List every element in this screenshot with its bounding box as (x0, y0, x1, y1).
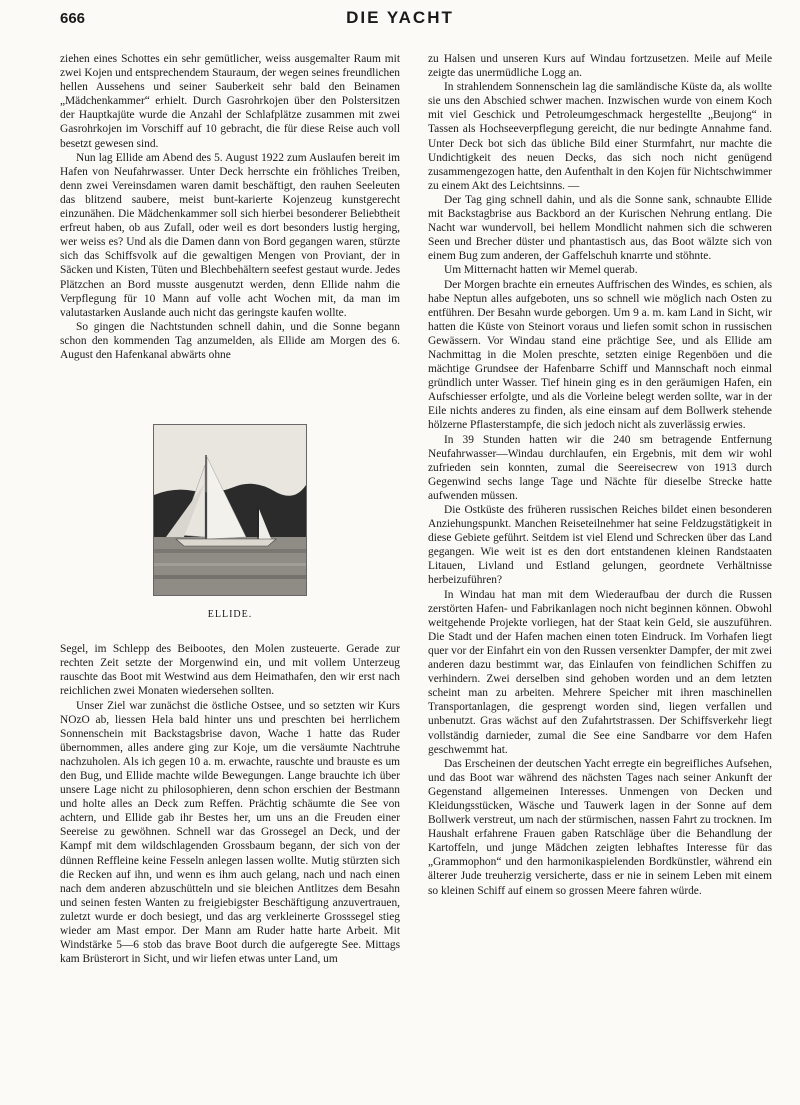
paragraph: In 39 Stunden hatten wir die 240 sm betragende Entfernung Neufahrwasser—Windau durchlaufen, ein Ergebnis, mit dem wir wohl zufrieden sein konnten, zumal die Seereisecrew von 1913 durch Gegenwind sechs lange Tage und Nächte für dieselbe Strecke hatte aufwenden müssen. (428, 433, 772, 502)
paragraph: So gingen die Nachtstunden schnell dahin, und die Sonne begann schon den kommenden Tag anzumelden, als Ellide am Morgen des 6. August den Hafenkanal abwärts ohne (60, 320, 400, 361)
paragraph: In strahlendem Sonnenschein lag die samländische Küste da, als wollte sie uns den Abschied schwer machen. Inzwischen wurde von einem Koch mit viel Geschick und Petroleumgeschmack hergestellte „Beujong“ in Tassen als Hochseeverpflegung gereicht, die nur bedingte Annahme fand. Unter Deck bot sich das übliche Bild einer Sturmfahrt, nur machte die Undichtigkeit des neuen Decks, das sich noch nicht genügend zusammengezogen hatte, den Aufenthalt in den Kojen für Nichtschwimmer zu einem Akt des Leichtsinns. — (428, 81, 772, 192)
paragraph: Der Morgen brachte ein erneutes Auffrischen des Windes, es schien, als habe Neptun alles aufgeboten, uns so schnell wie möglich nach Osten zu entführen. Der Besahn wurde geborgen. Um 9 a. m. kam Land in Sicht, wir hatten die Küste von Steinort voraus und liefen somit schon in russischen Gewässern. Vor Windau stand eine prächtige See, und als Ellide am Nachmittag in die Molen preschte, setzten einige Regenböen und die mächtige Grundsee der Hafenbarre Schiff und Mannschaft noch einmal gründlich unter Wasser. Tief hinein ging es in den geräumigen Hafen, ein Aufschiesser erfolgte, und als die Vorleine belegt werden sollte, war in der Eile nichts anderes zu finden, als eine einsam auf dem Bollwerk stehende hölzerne Pflasterstampfe, die sich jedoch nicht als zuverlässig erwies. (428, 278, 772, 432)
figure (60, 424, 400, 622)
left-column (60, 52, 400, 966)
paragraph: Das Erscheinen der deutschen Yacht erregte ein begreifliches Aufsehen, und das Boot war während des nächsten Tages nach seiner Ankunft der Gegenstand allgemeinen Interesses. Unmengen von Decken und Kleidungsstücken, Wäsche und Tauwerk lagen in der Sonne auf dem Bollwerk verstreut, um nach der stürmischen, nassen Fahrt zu trocknen. Im Haushalt erfahrene Frauen gaben Ratschläge über die Behandlung der Kartoffeln, und junge Mädchen zeigten lebhaftes Interesse für das „Grammophon“ und den harmonikaspielenden Bordkünstler, während ein älterer Jude treuherzig versicherte, dass er nie in seinem Leben mit einem so kleinen Schiff auf einem so grossen Meere fahren würde. (428, 757, 772, 897)
paragraph: Der Tag ging schnell dahin, und als die Sonne sank, schnaubte Ellide mit Backstagbrise aus Backbord an der Kurischen Nehrung entlang. Die Nacht war wundervoll, bei hellem Mondlicht nahmen sich die schweren Seen und Brecher düster und phantastisch aus, das Boot wälzte sich von einem Bug zum anderen, der Gaffelschuh knarrte und stöhnte. (428, 193, 772, 263)
page-number: 666 (60, 10, 86, 27)
paragraph: Segel, im Schlepp des Beibootes, den Molen zusteuerte. Gerade zur rechten Zeit setzte der Morgenwind ein, und mit vollem Unterzeug rauschte das Boot mit Westwind aus dem Heimathafen, den wir erst nach reichlichen zwei Monaten wiedersehen sollten. (60, 643, 400, 698)
paragraph: Die Ostküste des früheren russischen Reiches bildet einen besonderen Anziehungspunkt. Manchen Reiseteilnehmer hat seine Feldzugstätigkeit in diese Gebiete geführt. Seitdem ist viel Elend und Schrecken über das Land gegangen. Wie weit ist es den dort entstandenen kleinen Randstaaten Litauen, Livland und Estland gelungen, geordnete Verhältnisse herbeizuführen? (428, 504, 772, 587)
paragraph: Nun lag Ellide am Abend des 5. August 1922 zum Auslaufen bereit im Hafen von Neufahrwasser. Unter Deck herrschte ein fröhliches Treiben, denn zwei Vereinsdamen waren damit beschäftigt, den rauhen Seeleuten das blitzend saubere, meist bunt-karierte Kojenzeug kunstgerecht einzunähen. Die Mädchenkammer soll sich hierbei besonderer Beliebtheit erfreut haben, ob aus Zufall, oder weil es dort besonders lustig herging, wer weiss es? Und als die Damen dann von Bord gegangen waren, stürzte sich das Schiffsvolk auf die gewaltigen Mengen von Proviant, der in Säcken und Kisten, Tüten und Blechbehältern seefest gestaut wurde. Jedes Plätzchen an Bord musste ausgenutzt werden, denn Ellide nahm die Verpflegung für 10 Mann auf volle acht Wochen mit, da man im valutastarken Auslande auch nicht das geringste kaufen wollte. (60, 151, 400, 319)
paragraph: Unser Ziel war zunächst die östliche Ostsee, und so setzten wir Kurs NOzO ab, liessen Hela bald hinter uns und preschten bei herrlichem Sonnenschein mit Backstagsbrise davon, Wache 1 hatte das Ruder übernommen, alles andere ging zur Koje, um die versäumte Nachtruhe nachzuholen. Als ich gegen 10 a. m. erwachte, rauschte und brauste es um den Bug, und Ellide machte wilde Bewegungen. Lange brauchte ich über unsere Lage nicht zu philosophieren, denn schon erschien der Bestmann und holte alles an Deck zum Reffen. Prächtig schäumte die See von achtern, und Ellide gab ihr Bestes her, um uns an die Freuden einer Seereise zu gewöhnen. Schnell war das Grossegel an Deck, und der Kampf mit dem wildschlagenden Grossbaum begann, der sich von der dünnen Reffleine keine Fesseln anlegen lassen wollte. Mutig stürzten sich die Recken auf ihn, und wenn es ihm auch gelang, nach und nach einen nach dem anderen abzuschütteln und sie bleichen Antlitzes dem Besahn und seinen festen Wanten zu freigiebigster Beschäftigung anzuvertrauen, zuletzt wurde er doch besiegt, und das arg verkleinerte Grosssegel stieg wieder am Mast empor. Der Mann am Ruder hatte harte Arbeit. Mit Windstärke 5—6 stob das brave Boot durch die aufgeregte See. Mittags kam Brüsterort in Sicht, und wir liefen etwas unter Land, um (60, 699, 400, 966)
figure-caption: ELLIDE. (207, 609, 253, 621)
journal-title: DIE YACHT (346, 8, 454, 27)
paragraph: ziehen eines Schottes ein sehr gemütlicher, weiss ausgemalter Raum mit zwei Kojen und entsprechendem Stauraum, der wegen seines freundlichen hellen Aussehens und seiner Sauberkeit sehr bald den Beinamen „Mädchenkammer“ erhielt. Durch Gasrohrkojen über den Polstersitzen der Hauptkajüte wurde die Anzahl der Schlafplätze zusammen mit zwei Gasrohrkojen im Vorschiff auf 10 gebracht, die für diese Reise auch voll besetzt gewesen sind. (60, 53, 400, 150)
paragraph: zu Halsen und unseren Kurs auf Windau fortzusetzen. Meile auf Meile zeigte das unermüdliche Logg an. (428, 53, 772, 80)
paragraph: Um Mitternacht hatten wir Memel querab. (444, 264, 638, 277)
yacht-photo (153, 424, 307, 596)
paragraph: In Windau hat man mit dem Wiederaufbau der durch die Russen zerstörten Hafen- und Fabrikanlagen noch nicht beginnen können. Obwohl weitgehende Projekte vorliegen, hat der Staat kein Geld, sie auszuführen. Die Stadt und der Hafen machen einen toten Eindruck. Im Vorhafen liegt quer vor der Einfahrt ein von den Russen versenkter Dampfer, der mit zwei anderen dazu bestimmt war, das Einlaufen von feindlichen Schiffen zu verhindern. Zwei derselben sind gehoben worden und an dem letzten scheint man zu arbeiten. Mehrere Speicher mit ihren maschinellen Transportanlagen, die gesprengt worden sind, liegen verfallen und unbenutzt. Gras wächst auf den Zufahrtstrassen. Der Schiffsverkehr liegt vollständig darnieder, zumal die See eine Sandbarre vor dem Hafen geschwemmt hat. (428, 588, 772, 756)
right-column (428, 52, 772, 898)
